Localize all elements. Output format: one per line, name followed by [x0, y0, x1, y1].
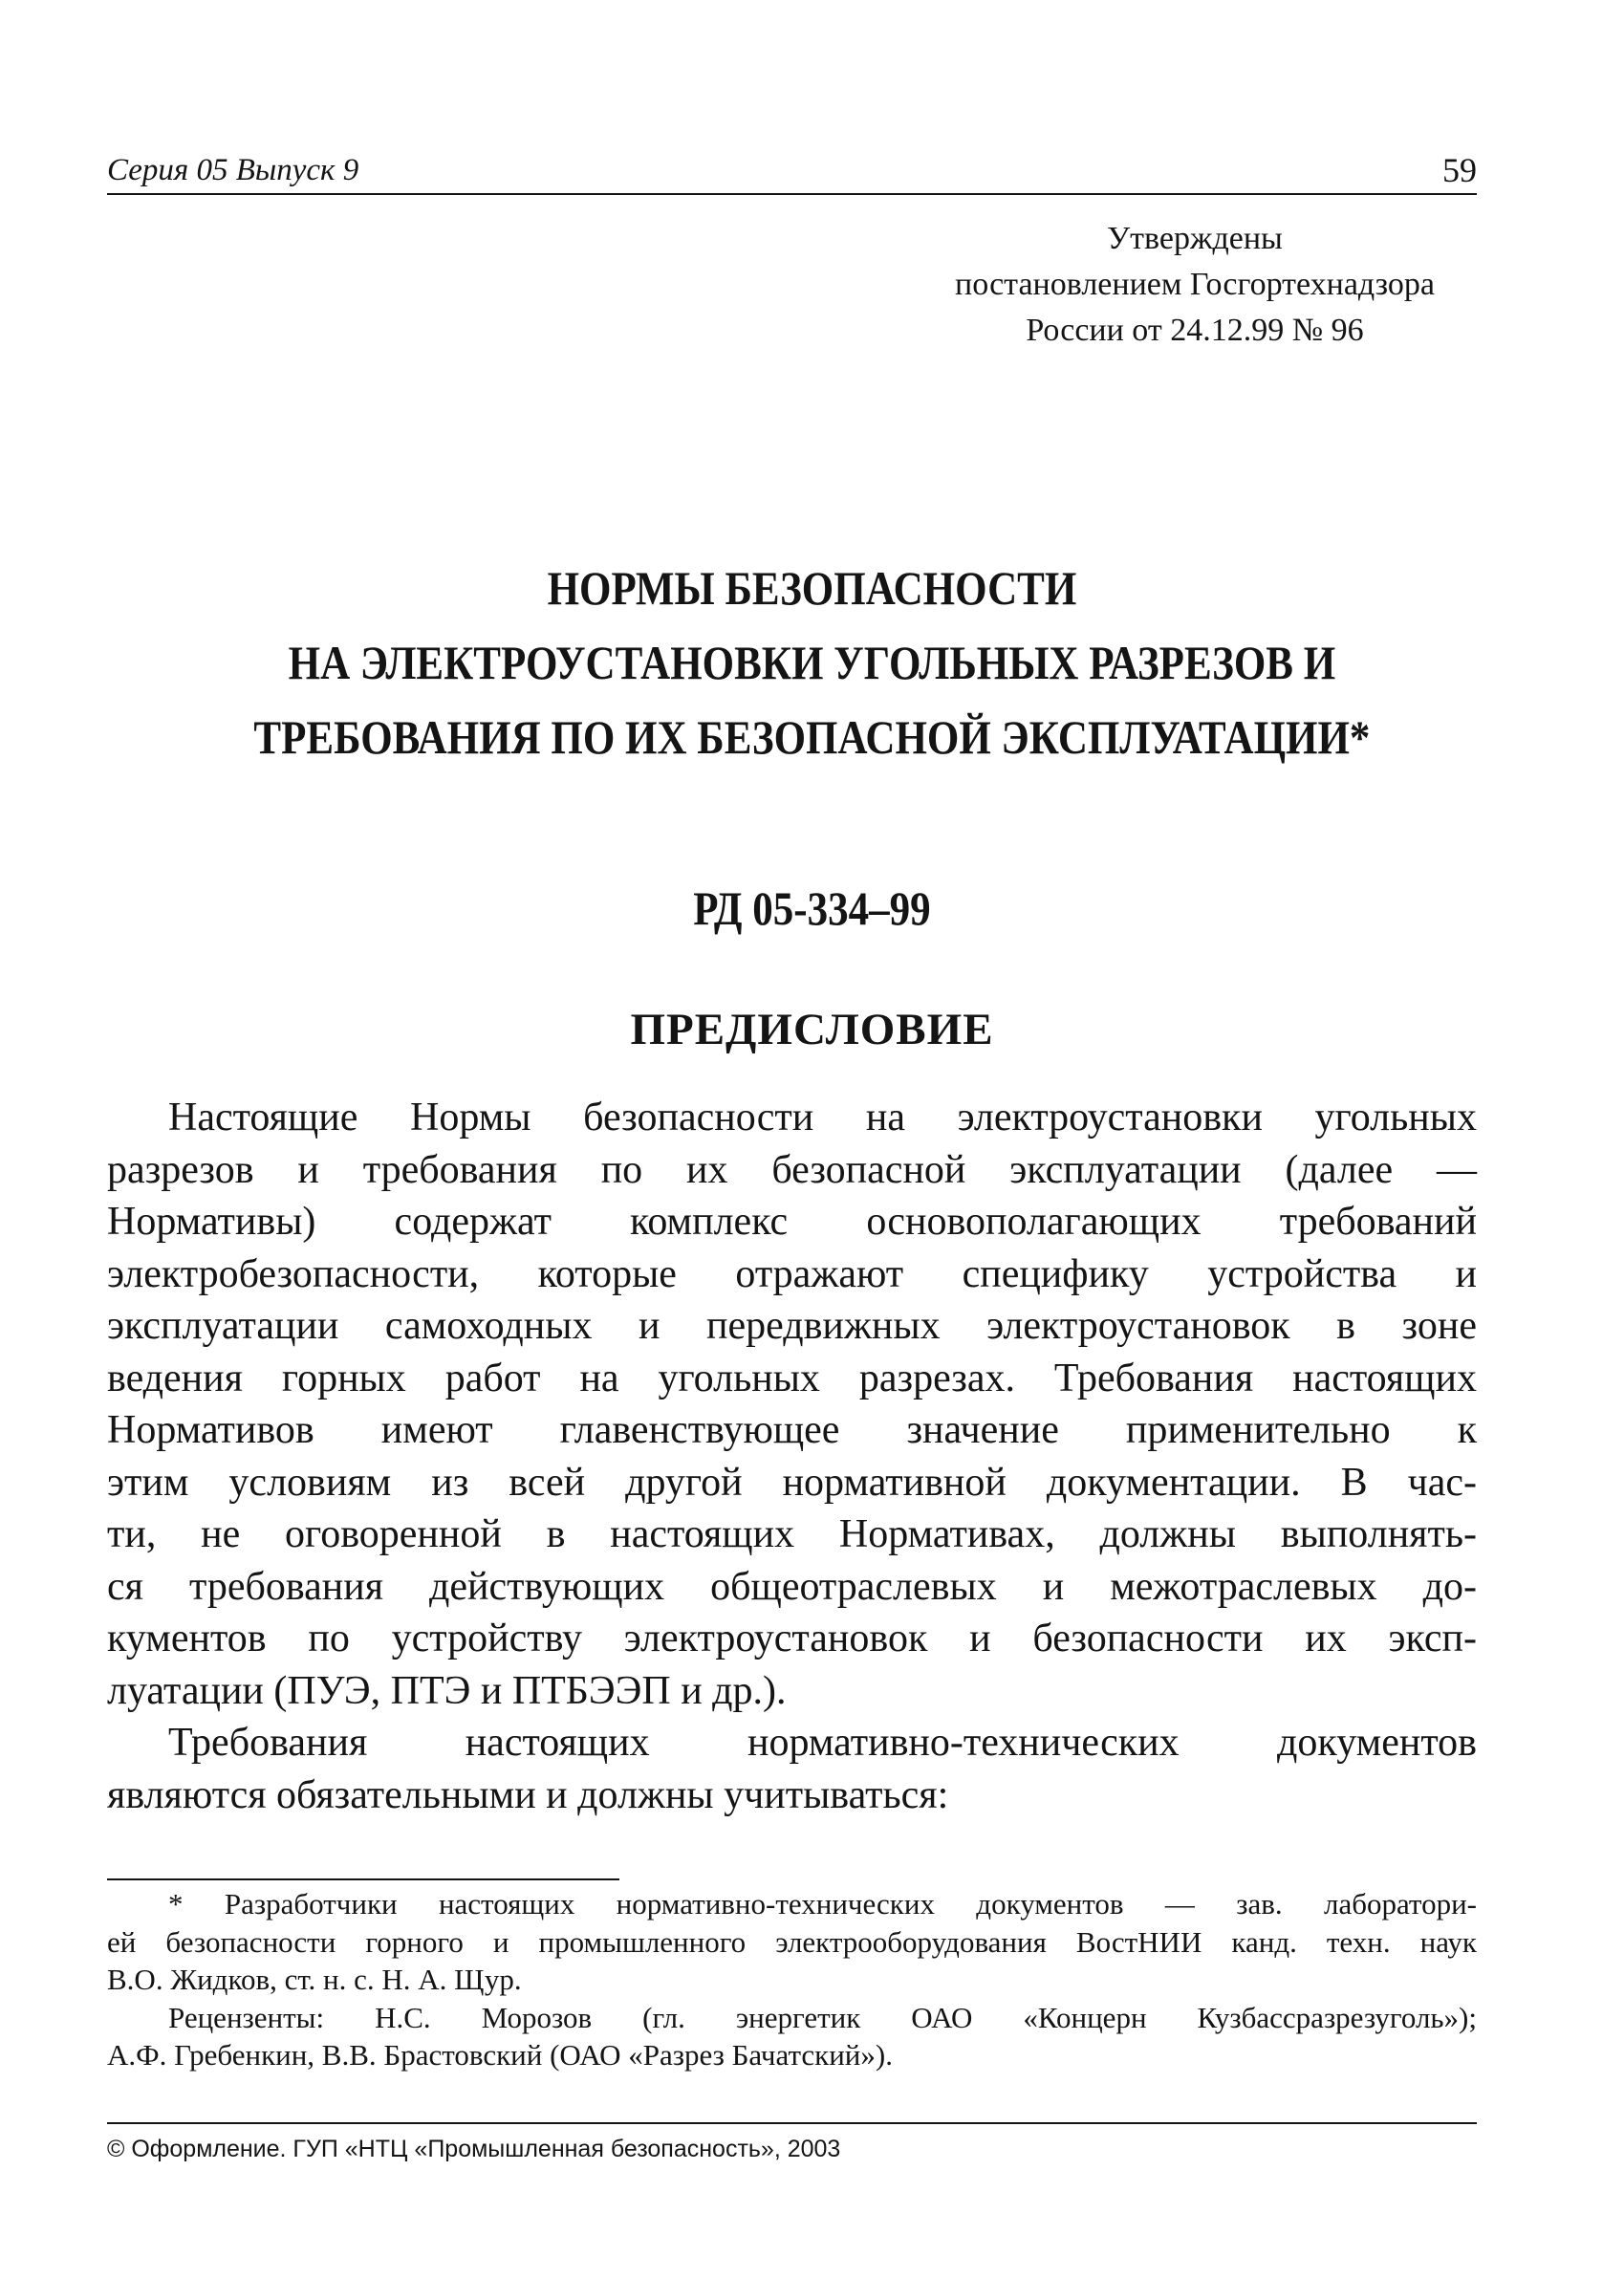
- title-line: НОРМЫ БЕЗОПАСНОСТИ: [547, 561, 1077, 615]
- copyright-rule: [107, 2122, 1477, 2124]
- running-header: [107, 151, 1477, 195]
- body-line: Настоящие Нормы безопасности на электроустановки угольных: [168, 1096, 1477, 1140]
- approval-line: России от 24.12.99 № 96: [1026, 313, 1364, 348]
- body-line: ся требования действующих общеотраслевых и межотраслевых до-: [107, 1564, 1477, 1609]
- title-line: НА ЭЛЕКТРОУСТАНОВКИ УГОЛЬНЫХ РАЗРЕЗОВ И: [288, 636, 1336, 689]
- body-line: электробезопасности, которые отражают специфику устройства и: [107, 1251, 1477, 1296]
- body-line: ти, не оговоренной в настоящих Нормативах, должны выполнять-: [107, 1512, 1477, 1556]
- body-line: этим условиям из всей другой нормативной документации. В час-: [107, 1460, 1477, 1505]
- body-line: Требования настоящих нормативно-технических документов: [168, 1721, 1477, 1765]
- series-label: Серия 05 Выпуск 9: [107, 153, 359, 187]
- body-line: Нормативов имеют главенствующее значение применительно к: [107, 1408, 1477, 1452]
- footnote-rule: [107, 1878, 619, 1880]
- approval-line: Утверждены: [1107, 221, 1283, 256]
- body-line: Нормативы) содержат комплекс основополагающих требований: [107, 1200, 1477, 1244]
- footnote-line: ей безопасности горного и промышленного электрооборудования ВостНИИ канд. техн. наук: [107, 1924, 1477, 1959]
- body-line: разрезов и требования по их безопасной эксплуатации (далее —: [107, 1147, 1477, 1192]
- footnote-line: В.О. Жидков, ст. н. с. Н. А. Щур.: [107, 1963, 522, 1996]
- body-line: кументов по устройству электроустановок и безопасности их эксп-: [107, 1617, 1477, 1660]
- document-title: [114, 551, 1510, 774]
- document-code: РД 05-334–99: [693, 881, 931, 935]
- footnote-line: Рецензенты: Н.С. Морозов (гл. энергетик ОАО «Концерн Кузбассразрезуголь»);: [168, 2000, 1477, 2034]
- title-line: ТРЕБОВАНИЯ ПО ИХ БЕЗОПАСНОЙ ЭКСПЛУАТАЦИИ*: [253, 710, 1371, 764]
- approval-line: постановлением Госгортехнадзора: [955, 267, 1435, 302]
- preface-heading: ПРЕДИСЛОВИЕ: [630, 1005, 994, 1054]
- body-line: эксплуатации самоходных и передвижных электроустановок в зоне: [107, 1304, 1477, 1348]
- preface-body: [107, 1092, 1477, 1821]
- body-line: ведения горных работ на угольных разрезах. Требования настоящих: [107, 1356, 1477, 1400]
- copyright-notice: © Оформление. ГУП «НТЦ «Промышленная безопасность», 2003: [107, 2136, 841, 2162]
- header-rule: [107, 193, 1477, 195]
- page-number: 59: [1442, 151, 1477, 189]
- footnote: [107, 1885, 1477, 2074]
- footnote-line: * Разработчики настоящих нормативно-технических документов — зав. лаборатори-: [168, 1887, 1477, 1921]
- footnote-line: А.Ф. Гребенкин, В.В. Брастовский (ОАО «Разрез Бачатский»).: [107, 2038, 893, 2072]
- body-line: луатации (ПУЭ, ПТЭ и ПТБЭЭП и др.).: [107, 1668, 787, 1713]
- approval-note: [860, 216, 1529, 354]
- body-line: являются обязательными и должны учитываться:: [107, 1772, 949, 1817]
